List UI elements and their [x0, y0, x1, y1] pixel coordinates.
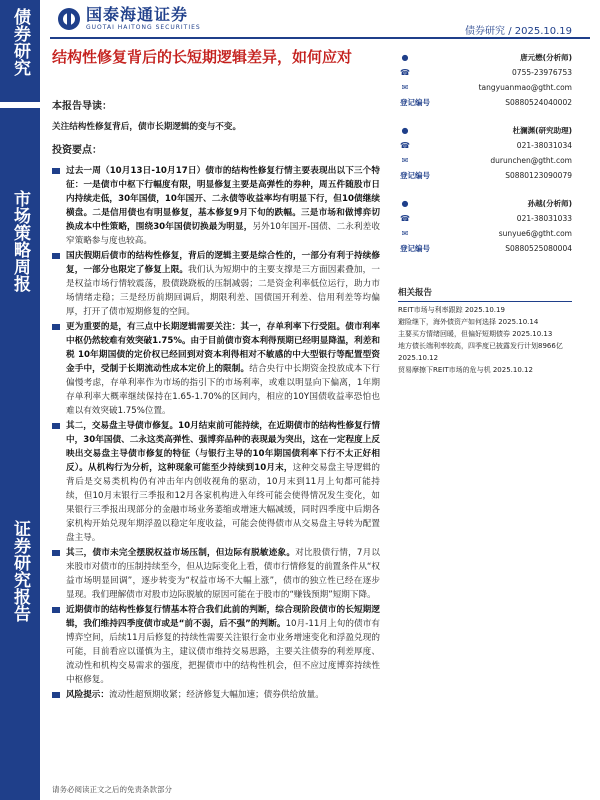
analyst-card — [400, 123, 572, 183]
sidebar — [0, 0, 40, 800]
analyst-panel — [400, 50, 572, 269]
analyst-cert: S0880524040002 — [505, 98, 572, 107]
bullet-icon — [52, 168, 60, 174]
analyst-cert: S0880525080004 — [505, 244, 572, 253]
analyst-name: 唐元懋(分析师) — [520, 53, 572, 62]
report-title: 结构性修复背后的长短期逻辑差异，如何应对 — [52, 48, 353, 66]
related-item[interactable]: 避险继下，海外债资产如何选择 2025.10.14 — [398, 318, 539, 326]
analyst-phone: 021-38031033 — [516, 214, 572, 223]
related-item[interactable]: REIT市场与利率跟踪 2025.10.19 — [398, 306, 505, 314]
brand-mark-icon — [58, 8, 80, 30]
analyst-phone: 021-38031034 — [516, 141, 572, 150]
person-icon: ● — [401, 126, 409, 135]
brand-name-en: GUOTAI HAITONG SECURITIES — [86, 24, 201, 31]
guide-heading: 本报告导读： — [52, 101, 112, 112]
list-item: 其三，债市未完全摆脱权益市场压制，但边际有脱敏迹象。对比股债行情，7月以来股市对债市的压制持续至今，但从边际变化上看，债市行情修复的前置条件从“权益市场明显回调”，逐步转变为“权益市场不大幅上涨”，债市的独立性已经在逐步显现。我们理解债市对股市边际脱敏的原因可能在于股市的“赚钱预期”短期下降。 — [52, 546, 380, 602]
cert-label: 登记编号 — [400, 244, 430, 253]
sidebar-category: 债券研究 — [10, 8, 30, 76]
related-heading: 相关报告 — [398, 287, 572, 302]
list-item: 过去一周（10月13日-10月17日）债市的结构性修复行情主要表现出以下三个特征：一是债市中枢下行幅度有限，明显修复主要是高弹性的券种，周五件随股市日内持续走低，30年国债，10年国开、二永债等收益率均有明显下行，但10债继续横盘。二是信用债也有明显修复，基本修复9月下旬的跌幅。三是市场和做博弈切换成本中性策略，围绕30年国债切换最为明显，另外10年国开-国债、二永利差收窄策略参与度也较高。 — [52, 164, 380, 248]
disclaimer-footer: 请务必阅读正文之后的免责条款部分 — [52, 785, 172, 794]
analyst-name: 孙越(分析师) — [527, 199, 572, 208]
cert-label: 登记编号 — [400, 98, 430, 107]
list-item: 更为重要的是，有三点中长期逻辑需要关注：其一，存单利率下行受阻。债市利率中枢仍然较难有效突破1.75%。由于目前债市资本利得预期已经明显降温，利差和税 10年期国债的定价权已经回到对资本利得相对不敏感的中大型银行等配置型资金手中，受制于长期流动性成本定价上的限制。结合央行中长期资金投放成本下行偏慢考虑，存单利率作为市场的指引下的市场利率，或难以明显向下偏离，1年期存单利率大概率继续保持在1.65-1.70%的区间内，相应的10Y国债收益率恐怕也难以有效突破1.75%位置。 — [52, 320, 380, 418]
bullet-icon — [52, 692, 60, 698]
main-content — [52, 100, 380, 703]
person-icon: ● — [401, 199, 409, 208]
analyst-phone: 0755-23976753 — [512, 68, 572, 77]
sidebar-divider — [0, 102, 40, 108]
phone-icon: ☎ — [400, 141, 410, 150]
analyst-email[interactable]: durunchen@gtht.com — [490, 156, 572, 165]
analyst-email[interactable]: tangyuanmao@gtht.com — [478, 83, 572, 92]
bullet-icon — [52, 324, 60, 330]
bullet-icon — [52, 550, 60, 556]
email-icon: ✉ — [401, 83, 409, 92]
phone-icon: ☎ — [400, 214, 410, 223]
bullet-icon — [52, 607, 60, 613]
sidebar-report-kind: 证券研究报告 — [10, 520, 30, 622]
points-heading: 投资要点： — [52, 145, 102, 156]
list-item: 其二，交易盘主导债市修复。10月结束前可能持续，在近期债市的结构性修复行情中，30年国债、二永这类高弹性、强博弈品种的表现最为突出，这在一定程度上反映出交易盘主导债市修复的特征（与银行主导的10年期国债利率下行不太正好相反）。从机构行为分析，这种现象可能至少持续到10月末，这种交易盘主导逻辑的背后是交易类机构仍有冲击年内创收视角的驱动，10月末到11月上旬都可能持续，但10月末银行三季报和12月各家机构进入年终可能会使得情况发生变化，如果银行三季报出现部分的金融市场业务萎缩或增速大幅减缓，同时四季度中后期各家机构开始兑现年期浮盈以稳定年度收益，可能会使得债市从交易盘主导转为配置盘主导。 — [52, 419, 380, 545]
person-icon: ● — [401, 53, 409, 62]
email-icon: ✉ — [401, 229, 409, 238]
sidebar-report-type: 市场策略周报 — [10, 190, 30, 292]
analyst-card — [400, 50, 572, 110]
bullet-icon — [52, 253, 60, 259]
analyst-email[interactable]: sunyue6@gtht.com — [498, 229, 572, 238]
list-item: 国庆假期后债市的结构性修复，背后的逻辑主要是综合性的，一部分有利于持续修复，一部分也限定了修复上限。我们认为短期中的主要支撑是三方面因素叠加，一是权益市场行情较震荡，股债跷跷板的压制减弱；二是资金利率低位运行，助力市场情绪走稳；三是经历前期回调后，期限利差、国债国开利差、信用利差等均偏厚，打开了债市短期修复的空间。 — [52, 249, 380, 319]
analyst-name: 杜澜渊(研究助理) — [512, 126, 572, 135]
guide-text: 关注结构性修复背后，债市长期逻辑的变与不变。 — [52, 122, 242, 132]
related-item[interactable]: 贸易摩擦下REIT市场的危与机 2025.10.12 — [398, 366, 533, 374]
report-category-date: 债券研究 / 2025.10.19 — [465, 26, 572, 37]
bullet-icon — [52, 423, 60, 429]
email-icon: ✉ — [401, 156, 409, 165]
points-list — [52, 164, 380, 702]
related-reports — [398, 287, 572, 376]
related-item[interactable]: 地方债长端利率较高，四季度已披露发行计划8966亿 2025.10.12 — [398, 342, 563, 362]
list-item: 风险提示：流动性超预期收紧；经济修复大幅加速；债券供给放量。 — [52, 688, 380, 702]
brand-logo — [58, 6, 201, 31]
analyst-card — [400, 196, 572, 256]
list-item: 近期债市的结构性修复行情基本符合我们此前的判断，综合现阶段债市的长短期逻辑，我们维持四季度债市或是“前不弱，后不强”的判断。10月-11月上旬的债市有博弈空间，后续11月后修复的持续性需要关注银行金市业务增速变化和浮盈兑现的可能，目前看应以谨慎为主，建议债市维持交易思路，主要关注债券的利差厚度、流动性和机构交易需求的强度，把握债市中的结构性机会，但不应过度博弈持续性中枢修复。 — [52, 603, 380, 687]
cert-label: 登记编号 — [400, 171, 430, 180]
brand-name: 国泰海通证券 — [86, 5, 189, 24]
phone-icon: ☎ — [400, 68, 410, 77]
analyst-cert: S0880123090079 — [505, 171, 572, 180]
header-divider — [50, 37, 590, 39]
related-item[interactable]: 主要买方情绪回暖，但偏好短期债券 2025.10.13 — [398, 330, 553, 338]
